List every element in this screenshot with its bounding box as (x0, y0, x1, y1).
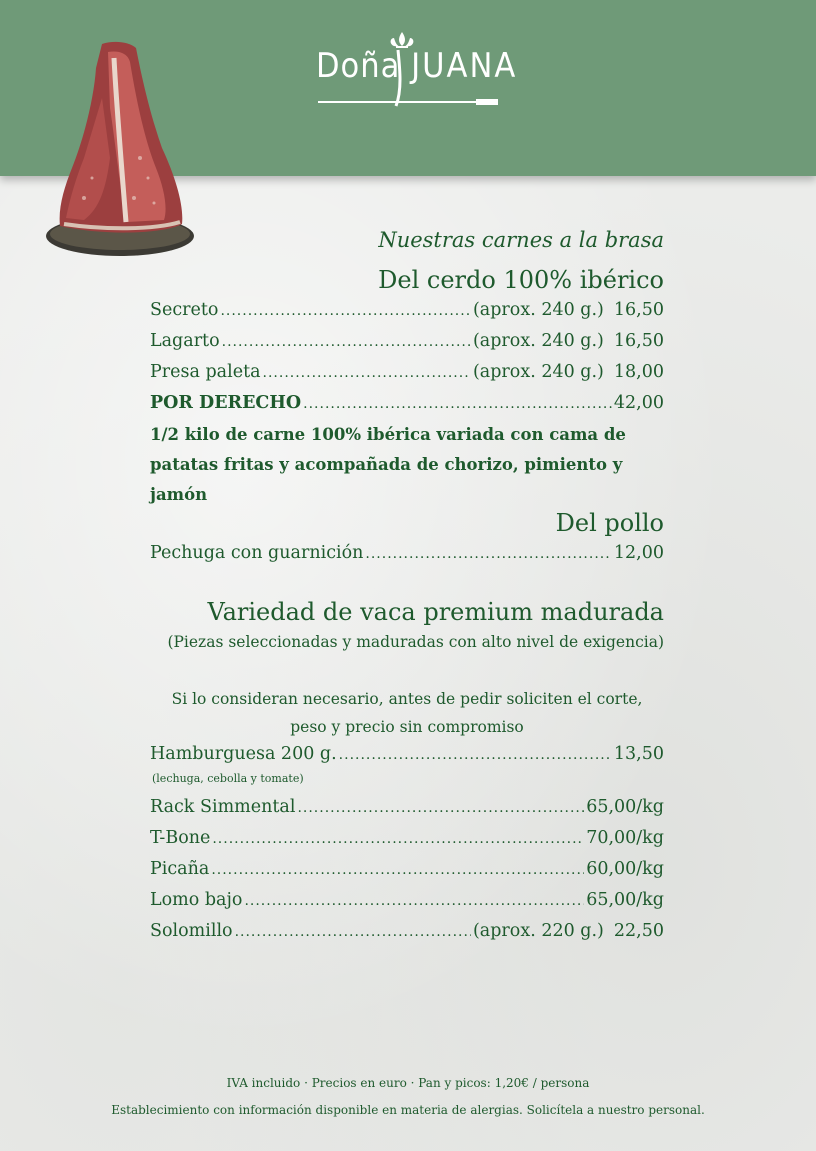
menu-item-por-derecho (150, 393, 664, 419)
leader-dots (222, 334, 471, 350)
leader-dots (220, 303, 471, 319)
item-price: 65,00/kg (586, 890, 664, 910)
menu-item-hamburguesa (150, 744, 664, 770)
menu-item-t-bone (150, 828, 664, 854)
leader-dots (235, 924, 471, 940)
menu-item-presa-paleta (150, 362, 664, 388)
item-name: Pechuga con guarnición (150, 543, 364, 563)
item-name: Rack Simmental (150, 797, 296, 817)
item-price: 22,50 (613, 921, 664, 941)
item-price: 16,50 (613, 331, 664, 351)
item-name: Hamburguesa 200 g. (150, 744, 337, 764)
brand-name-part1: Doña (316, 46, 401, 86)
section-subtitle-vaca: (Piezas seleccionadas y maduradas con alto nivel de exigencia) (167, 633, 664, 651)
leader-dots (365, 546, 611, 562)
footer-line-2: Establecimiento con información disponible en materia de alergias. Solicítela a nuestro personal. (111, 1103, 705, 1117)
leader-dots (244, 893, 584, 909)
menu-item-lomo-bajo (150, 890, 664, 916)
item-price: 42,00 (613, 393, 664, 413)
leader-dots (211, 862, 584, 878)
section-title-vaca: Variedad de vaca premium madurada (207, 598, 664, 626)
item-price: 70,00/kg (586, 828, 664, 848)
brand-name (316, 46, 518, 86)
menu-item-pechuga (150, 543, 664, 569)
section-title-cerdo: Del cerdo 100% ibérico (378, 266, 664, 294)
section-title-pollo: Del pollo (555, 509, 664, 537)
item-price: 60,00/kg (586, 859, 664, 879)
footer-line-1: IVA incluido · Precios en euro · Pan y picos: 1,20€ / persona (226, 1076, 590, 1090)
brand-name-part2: JUANA (411, 46, 518, 86)
por-derecho-description: 1/2 kilo de carne 100% ibérica variada con cama de patatas fritas y acompañada de chorizo, pimiento y jamón (150, 425, 626, 504)
menu-intro: Nuestras carnes a la brasa (378, 228, 664, 252)
item-name: Secreto (150, 300, 219, 320)
item-price: 13,50 (613, 744, 664, 764)
item-name: Solomillo (150, 921, 233, 941)
menu-item-secreto (150, 300, 664, 326)
menu-item-solomillo (150, 921, 664, 947)
item-name: POR DERECHO (150, 393, 302, 413)
item-name: Lagarto (150, 331, 220, 351)
tbone-steak-image (44, 38, 200, 262)
item-name: Presa paleta (150, 362, 261, 382)
advice-line-1: Si lo consideran necesario, antes de pedir soliciten el corte, (171, 690, 643, 708)
leader-dots (339, 747, 612, 763)
menu-item-picana (150, 859, 664, 885)
leader-dots (263, 365, 471, 381)
item-note: (aprox. 240 g.) (472, 362, 604, 382)
advice-line-2: peso y precio sin compromiso (290, 718, 524, 736)
leader-dots (303, 396, 612, 412)
item-name: Picaña (150, 859, 210, 879)
item-name: Lomo bajo (150, 890, 243, 910)
leader-dots (212, 831, 584, 847)
item-price: 65,00/kg (586, 797, 664, 817)
item-price: 16,50 (613, 300, 664, 320)
menu-item-lagarto (150, 331, 664, 357)
item-note: (aprox. 220 g.) (472, 921, 604, 941)
item-price: 18,00 (613, 362, 664, 382)
item-price: 12,00 (613, 543, 664, 563)
burger-note: (lechuga, cebolla y tomate) (152, 772, 304, 785)
menu-item-rack-simmental (150, 797, 664, 823)
item-note: (aprox. 240 g.) (472, 331, 604, 351)
leader-dots (297, 800, 584, 816)
item-note: (aprox. 240 g.) (472, 300, 604, 320)
item-name: T-Bone (150, 828, 211, 848)
brand-logo (316, 30, 518, 112)
